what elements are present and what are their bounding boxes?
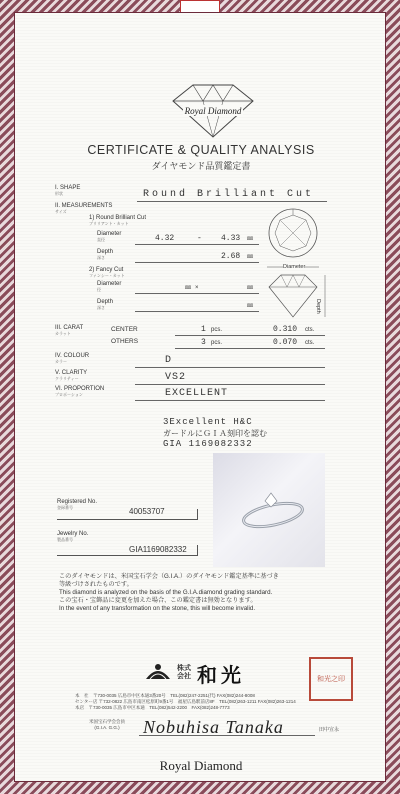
round-depth-value: 2.68 (221, 252, 241, 261)
carat-center-count: 1 (201, 325, 206, 334)
note-excellent: 3Excellent H&C (163, 417, 253, 427)
note-gia-number: GIA 1169082332 (163, 439, 253, 449)
fancy-diameter-times: × (195, 285, 199, 291)
company-crest-icon (143, 661, 173, 683)
company-name: 和光 (197, 665, 245, 687)
diamond-diagram (261, 203, 335, 323)
company-prefix: 株式会社 (177, 665, 191, 680)
carat-others-pcs: pcs. (211, 340, 223, 346)
analysis-line-1: このダイヤモンドは、米国宝石学会（G.I.A.）のダイヤモンド鑑定基準に基づき (59, 573, 279, 580)
address-line-1: 本 社 〒730-0035 広島市中区本通3番20号 TEL(082)247-2251(代) FAX(082)244-8008 (75, 693, 255, 698)
jewelry-label: Jewelry No. 製品番号 (57, 531, 89, 542)
certificate-title: CERTIFICATE & QUALITY ANALYSIS (87, 143, 315, 157)
fancy-cut-label: 2) Fancy Cut ファンシー・カット (89, 267, 125, 278)
colour-underline (135, 367, 325, 368)
analysis-text (59, 573, 379, 613)
fancy-diameter-unit-2: ㎜ (247, 285, 254, 291)
signature-line (139, 735, 315, 736)
logo-text: Royal Diamond (184, 106, 242, 116)
fancy-depth-label: Depth 深さ (97, 299, 114, 310)
carat-center-line (175, 335, 325, 336)
colour-label: IV. COLOUR カラー (55, 353, 90, 364)
shape-label: I. SHAPE 形状 (55, 185, 81, 196)
analysis-line-3: This diamond is analyzed on the basis of the G.I.A.diamond grading standard. (59, 589, 273, 596)
clarity-label: V. CLARITY クラリティー (55, 370, 88, 381)
royal-diamond-logo (165, 79, 261, 141)
fancy-depth-unit: ㎜ (247, 303, 254, 309)
proportion-underline (135, 400, 325, 401)
carat-others-label: OTHERS (111, 338, 139, 345)
signature: Nobuhisa Tanaka (143, 717, 284, 737)
address-line-2: センター店 〒732-0822 広島市南区松原町9番1号 福屋広島駅前店8F TEL(082)263-1211 FAX(082)263-1214 (75, 699, 296, 704)
certificate-inner (14, 12, 386, 782)
diagram-depth-label: Depth (315, 299, 321, 314)
brand-footer: Royal Diamond (159, 758, 243, 773)
jewelry-value: GIA1169082332 (129, 545, 187, 554)
address-line-3: 本店 〒730-0035 広島市中区本通 TEL(082)542-2200 FAX(082)248-7773 (75, 705, 230, 710)
round-diameter-dash: - (197, 234, 202, 243)
ring-icon (213, 453, 325, 567)
registered-box (57, 509, 198, 520)
analysis-line-4: この宝石・宝飾品に変更を加えた場合、この鑑定書は無効となります。 (59, 597, 257, 604)
signer-name-jp: 田中宣永 (319, 727, 340, 733)
fancy-depth-line (135, 311, 259, 312)
measurements-label: II. MEASUREMENTS サイズ (55, 203, 113, 214)
shape-underline (137, 201, 327, 202)
company-seal: 和光之印 (309, 657, 353, 701)
round-depth-unit: ㎜ (247, 254, 254, 260)
carat-others-cts: cts. (305, 340, 315, 346)
jewelry-box (57, 545, 198, 556)
fancy-diameter-label: Diameter 径 (97, 281, 122, 292)
registered-label: Registered No. 登録番号 (57, 499, 98, 510)
analysis-line-2: 等級づけされたものです。 (59, 581, 133, 588)
carat-center-cts: cts. (305, 327, 315, 333)
ring-photo (213, 453, 325, 567)
registered-value: 40053707 (129, 507, 165, 516)
carat-others-value: 0.070 (273, 338, 298, 347)
colour-value: D (165, 355, 172, 366)
clarity-value: VS2 (165, 372, 187, 383)
fancy-diameter-unit-1: ㎜ (185, 285, 192, 291)
carat-center-pcs: pcs. (211, 327, 223, 333)
gia-member-note: 米国宝石学会会員 (G.I.A. G.G.) (89, 719, 125, 730)
round-cut-label: 1) Round Brilliant Cut ブリリアント・カット (89, 215, 147, 226)
round-diameter-from: 4.32 (155, 234, 175, 243)
clarity-underline (135, 384, 325, 385)
round-diameter-to: 4.33 (221, 234, 241, 243)
carat-label: III. CARAT カラット (55, 325, 84, 336)
round-depth-line (135, 262, 259, 263)
note-girdle: ガードルにＧＩＡ刻印を認む (163, 429, 267, 438)
analysis-line-5: In the event of any transformation on the stone, this will become invalid. (59, 605, 256, 612)
carat-center-label: CENTER (111, 326, 138, 333)
round-diameter-line (135, 244, 259, 245)
carat-others-count: 3 (201, 338, 206, 347)
shape-value: Round Brilliant Cut (143, 189, 315, 200)
proportion-value: EXCELLENT (165, 388, 229, 399)
fancy-diameter-line (135, 293, 259, 294)
company-addresses (75, 693, 355, 711)
certificate-subtitle: ダイヤモンド品質鑑定書 (151, 161, 251, 171)
carat-center-value: 0.310 (273, 325, 298, 334)
round-diameter-unit: ㎜ (247, 236, 254, 242)
proportion-label: VI. PROPORTION プロポーション (55, 386, 105, 397)
round-depth-label: Depth 深さ (97, 249, 114, 260)
diagram-diameter-label: Diameter (283, 264, 306, 270)
carat-others-line (175, 348, 325, 349)
round-diameter-label: Diameter 直径 (97, 231, 122, 242)
